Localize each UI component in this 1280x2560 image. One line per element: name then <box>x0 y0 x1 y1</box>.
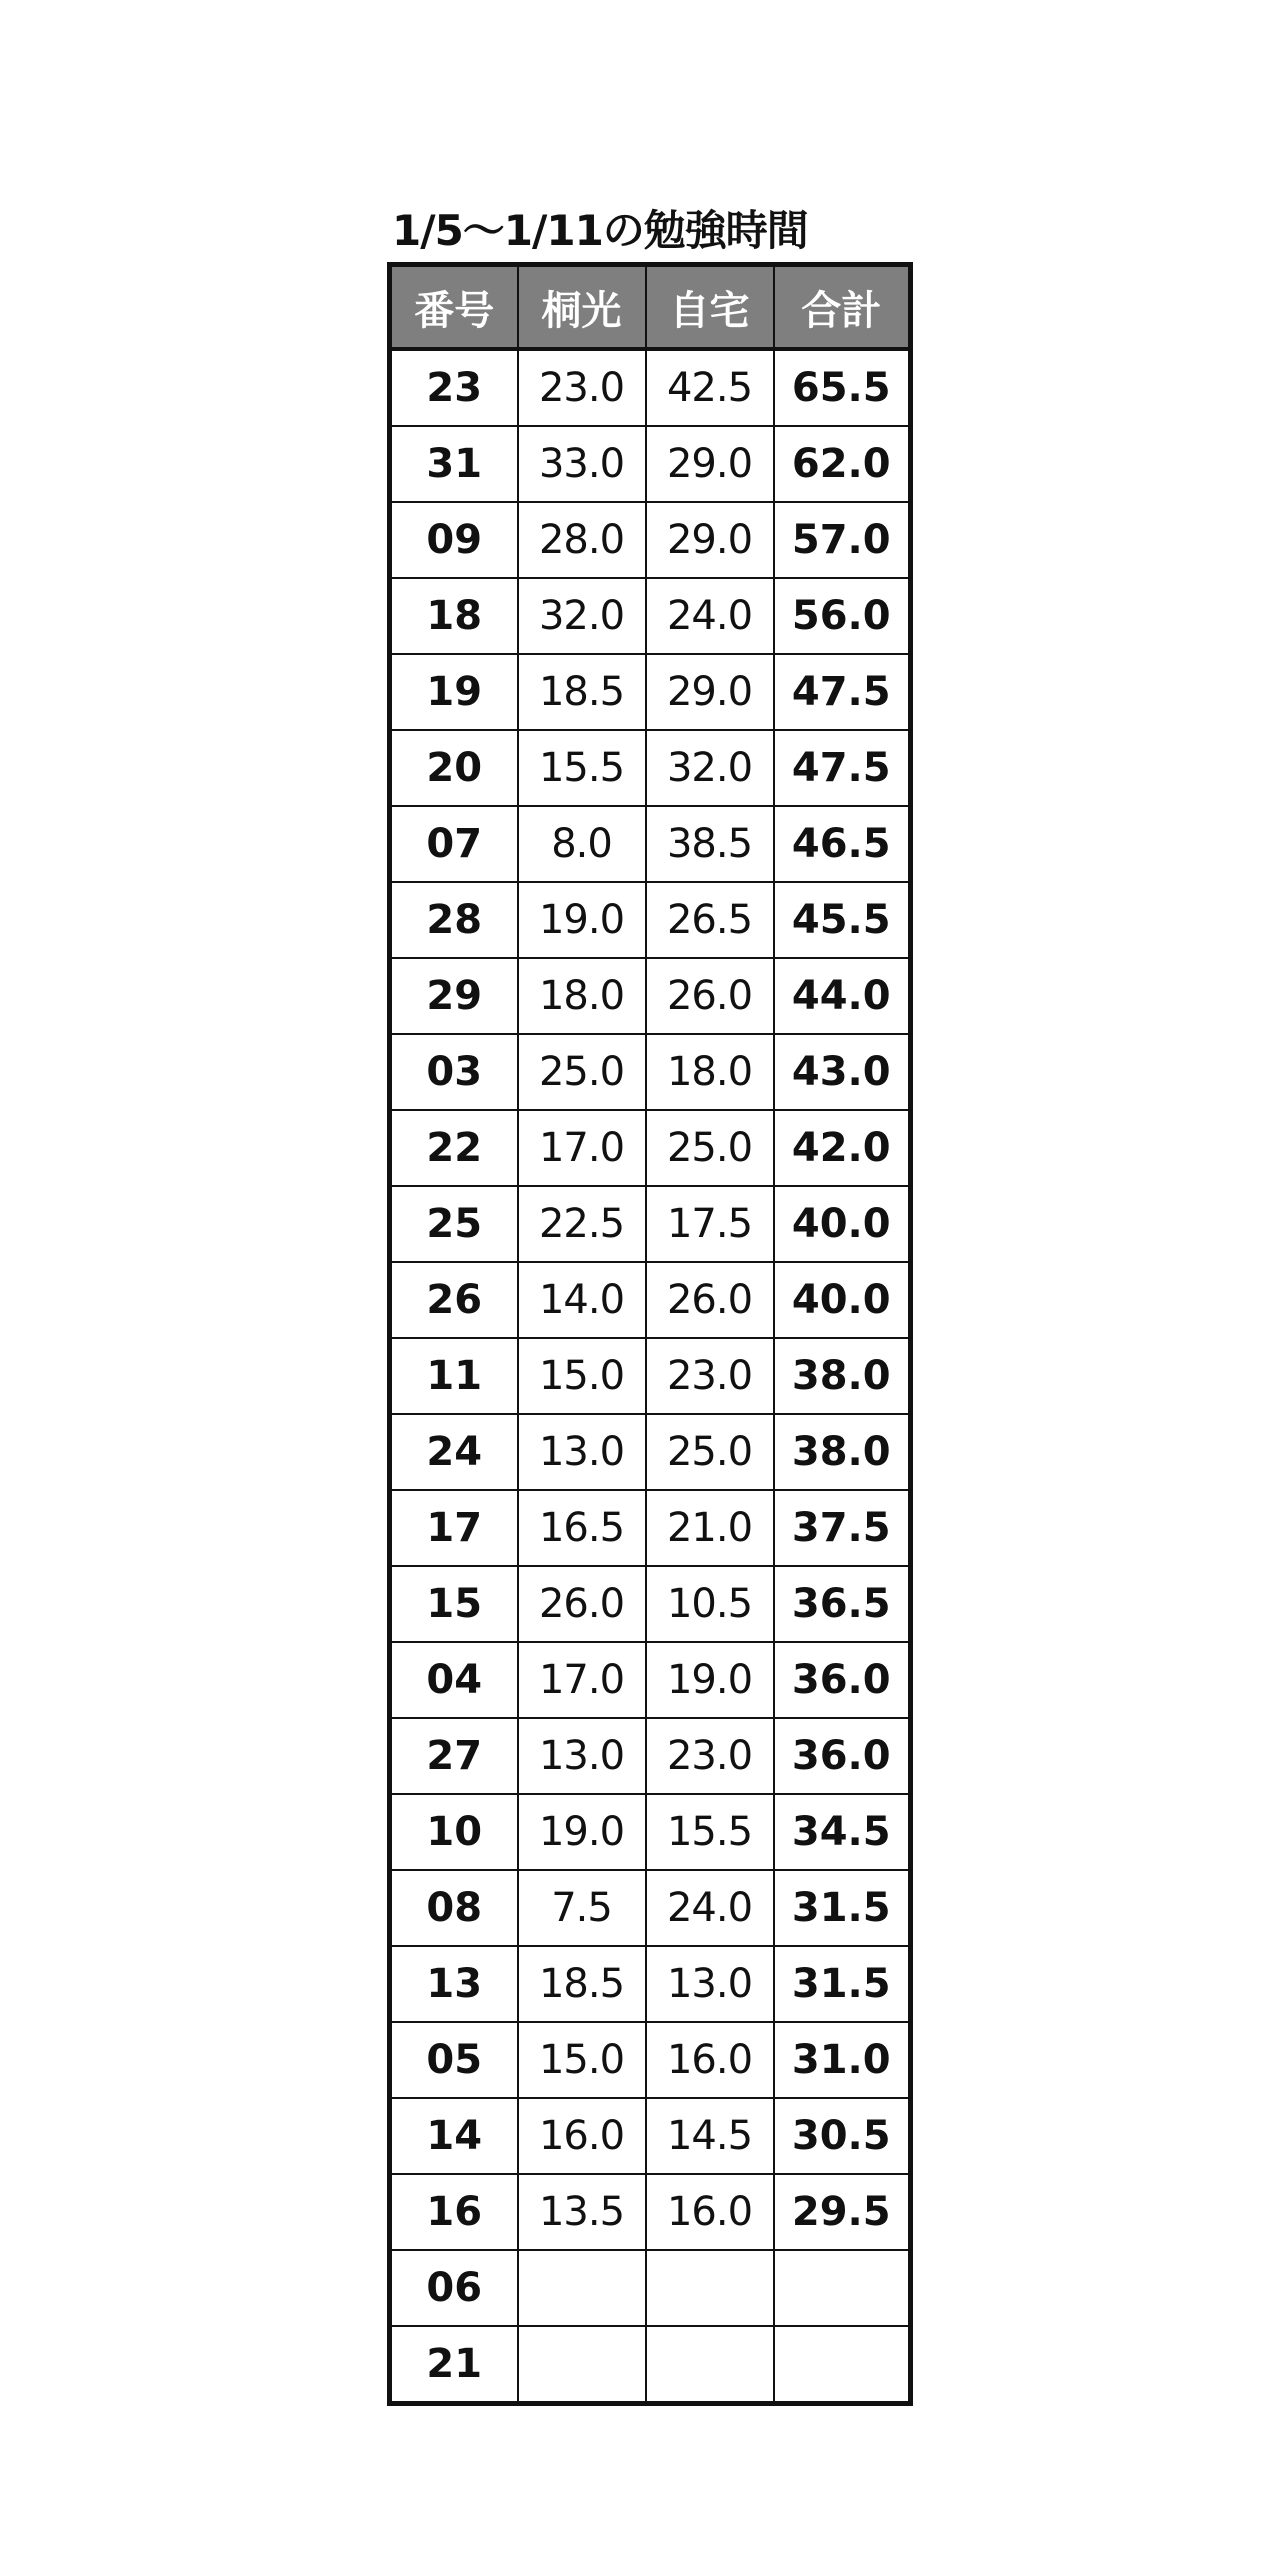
cell-toko: 8.0 <box>518 806 646 882</box>
table-row <box>390 958 911 1034</box>
cell-total: 40.0 <box>774 1186 911 1262</box>
table-row <box>390 806 911 882</box>
cell-home: 25.0 <box>646 1110 774 1186</box>
table-row <box>390 1642 911 1718</box>
cell-home: 23.0 <box>646 1718 774 1794</box>
table-body <box>390 349 911 2404</box>
cell-number: 22 <box>390 1110 518 1186</box>
cell-number: 18 <box>390 578 518 654</box>
table-row <box>390 2174 911 2250</box>
cell-number: 09 <box>390 502 518 578</box>
cell-total: 62.0 <box>774 426 911 502</box>
cell-toko: 16.0 <box>518 2098 646 2174</box>
cell-total <box>774 2326 911 2404</box>
cell-home: 19.0 <box>646 1642 774 1718</box>
table-row <box>390 882 911 958</box>
cell-total: 56.0 <box>774 578 911 654</box>
cell-toko: 7.5 <box>518 1870 646 1946</box>
cell-toko: 25.0 <box>518 1034 646 1110</box>
cell-total: 40.0 <box>774 1262 911 1338</box>
cell-number: 29 <box>390 958 518 1034</box>
table-row <box>390 730 911 806</box>
cell-number: 05 <box>390 2022 518 2098</box>
cell-number: 16 <box>390 2174 518 2250</box>
cell-toko: 18.5 <box>518 1946 646 2022</box>
table-row <box>390 2250 911 2326</box>
table-row <box>390 1338 911 1414</box>
cell-home: 13.0 <box>646 1946 774 2022</box>
cell-home: 25.0 <box>646 1414 774 1490</box>
cell-home: 23.0 <box>646 1338 774 1414</box>
cell-number: 23 <box>390 349 518 426</box>
cell-toko: 17.0 <box>518 1110 646 1186</box>
cell-toko: 18.5 <box>518 654 646 730</box>
header-toko: 桐光 <box>518 265 646 350</box>
cell-number: 26 <box>390 1262 518 1338</box>
cell-total: 36.0 <box>774 1642 911 1718</box>
cell-total: 57.0 <box>774 502 911 578</box>
table-row <box>390 1110 911 1186</box>
cell-number: 14 <box>390 2098 518 2174</box>
cell-home: 14.5 <box>646 2098 774 2174</box>
table-row <box>390 1186 911 1262</box>
cell-toko: 13.5 <box>518 2174 646 2250</box>
cell-toko: 18.0 <box>518 958 646 1034</box>
cell-number: 20 <box>390 730 518 806</box>
cell-total: 37.5 <box>774 1490 911 1566</box>
cell-toko: 23.0 <box>518 349 646 426</box>
cell-total: 36.5 <box>774 1566 911 1642</box>
cell-number: 04 <box>390 1642 518 1718</box>
cell-total: 29.5 <box>774 2174 911 2250</box>
cell-home: 32.0 <box>646 730 774 806</box>
cell-total: 31.5 <box>774 1870 911 1946</box>
cell-total: 31.0 <box>774 2022 911 2098</box>
cell-total: 43.0 <box>774 1034 911 1110</box>
cell-number: 08 <box>390 1870 518 1946</box>
cell-toko: 17.0 <box>518 1642 646 1718</box>
cell-home: 16.0 <box>646 2174 774 2250</box>
cell-home: 29.0 <box>646 654 774 730</box>
cell-number: 10 <box>390 1794 518 1870</box>
cell-home: 17.5 <box>646 1186 774 1262</box>
cell-home <box>646 2326 774 2404</box>
cell-number: 19 <box>390 654 518 730</box>
cell-toko: 15.5 <box>518 730 646 806</box>
cell-total: 46.5 <box>774 806 911 882</box>
cell-toko: 15.0 <box>518 2022 646 2098</box>
study-time-table <box>387 262 913 2406</box>
cell-total: 45.5 <box>774 882 911 958</box>
cell-home: 26.0 <box>646 958 774 1034</box>
cell-number: 15 <box>390 1566 518 1642</box>
cell-toko: 28.0 <box>518 502 646 578</box>
cell-number: 31 <box>390 426 518 502</box>
table-row <box>390 1490 911 1566</box>
cell-toko: 26.0 <box>518 1566 646 1642</box>
cell-number: 24 <box>390 1414 518 1490</box>
cell-home: 38.5 <box>646 806 774 882</box>
table-row <box>390 1946 911 2022</box>
cell-toko <box>518 2326 646 2404</box>
table-row <box>390 1414 911 1490</box>
cell-total: 38.0 <box>774 1414 911 1490</box>
cell-home: 10.5 <box>646 1566 774 1642</box>
table-row <box>390 2098 911 2174</box>
cell-total <box>774 2250 911 2326</box>
table-row <box>390 502 911 578</box>
cell-toko: 13.0 <box>518 1414 646 1490</box>
table-row <box>390 1566 911 1642</box>
cell-number: 06 <box>390 2250 518 2326</box>
cell-total: 44.0 <box>774 958 911 1034</box>
cell-toko: 15.0 <box>518 1338 646 1414</box>
table-row <box>390 1034 911 1110</box>
table-row <box>390 1718 911 1794</box>
table-header <box>390 265 911 350</box>
cell-home: 15.5 <box>646 1794 774 1870</box>
cell-total: 65.5 <box>774 349 911 426</box>
cell-total: 36.0 <box>774 1718 911 1794</box>
cell-number: 03 <box>390 1034 518 1110</box>
cell-number: 17 <box>390 1490 518 1566</box>
cell-toko: 13.0 <box>518 1718 646 1794</box>
cell-home: 42.5 <box>646 349 774 426</box>
cell-home: 24.0 <box>646 1870 774 1946</box>
cell-number: 11 <box>390 1338 518 1414</box>
cell-home: 18.0 <box>646 1034 774 1110</box>
table-row <box>390 1870 911 1946</box>
cell-number: 13 <box>390 1946 518 2022</box>
table-row <box>390 1262 911 1338</box>
cell-toko: 22.5 <box>518 1186 646 1262</box>
header-home: 自宅 <box>646 265 774 350</box>
cell-toko: 19.0 <box>518 1794 646 1870</box>
table-row <box>390 2022 911 2098</box>
cell-toko: 33.0 <box>518 426 646 502</box>
cell-total: 34.5 <box>774 1794 911 1870</box>
cell-home: 29.0 <box>646 426 774 502</box>
table-row <box>390 578 911 654</box>
cell-number: 21 <box>390 2326 518 2404</box>
cell-total: 38.0 <box>774 1338 911 1414</box>
header-total: 合計 <box>774 265 911 350</box>
cell-home: 26.5 <box>646 882 774 958</box>
cell-total: 47.5 <box>774 730 911 806</box>
cell-home: 24.0 <box>646 578 774 654</box>
header-row <box>390 265 911 350</box>
cell-number: 25 <box>390 1186 518 1262</box>
cell-home <box>646 2250 774 2326</box>
cell-toko: 32.0 <box>518 578 646 654</box>
cell-toko <box>518 2250 646 2326</box>
header-number: 番号 <box>390 265 518 350</box>
table-row <box>390 349 911 426</box>
cell-total: 30.5 <box>774 2098 911 2174</box>
table-row <box>390 426 911 502</box>
cell-toko: 16.5 <box>518 1490 646 1566</box>
cell-home: 16.0 <box>646 2022 774 2098</box>
cell-total: 31.5 <box>774 1946 911 2022</box>
cell-total: 42.0 <box>774 1110 911 1186</box>
cell-toko: 19.0 <box>518 882 646 958</box>
cell-home: 26.0 <box>646 1262 774 1338</box>
table-row <box>390 2326 911 2404</box>
table-row <box>390 1794 911 1870</box>
cell-total: 47.5 <box>774 654 911 730</box>
cell-home: 21.0 <box>646 1490 774 1566</box>
cell-number: 07 <box>390 806 518 882</box>
cell-toko: 14.0 <box>518 1262 646 1338</box>
cell-number: 28 <box>390 882 518 958</box>
table-row <box>390 654 911 730</box>
page-title: 1/5〜1/11の勉強時間 <box>392 206 808 255</box>
cell-number: 27 <box>390 1718 518 1794</box>
cell-home: 29.0 <box>646 502 774 578</box>
